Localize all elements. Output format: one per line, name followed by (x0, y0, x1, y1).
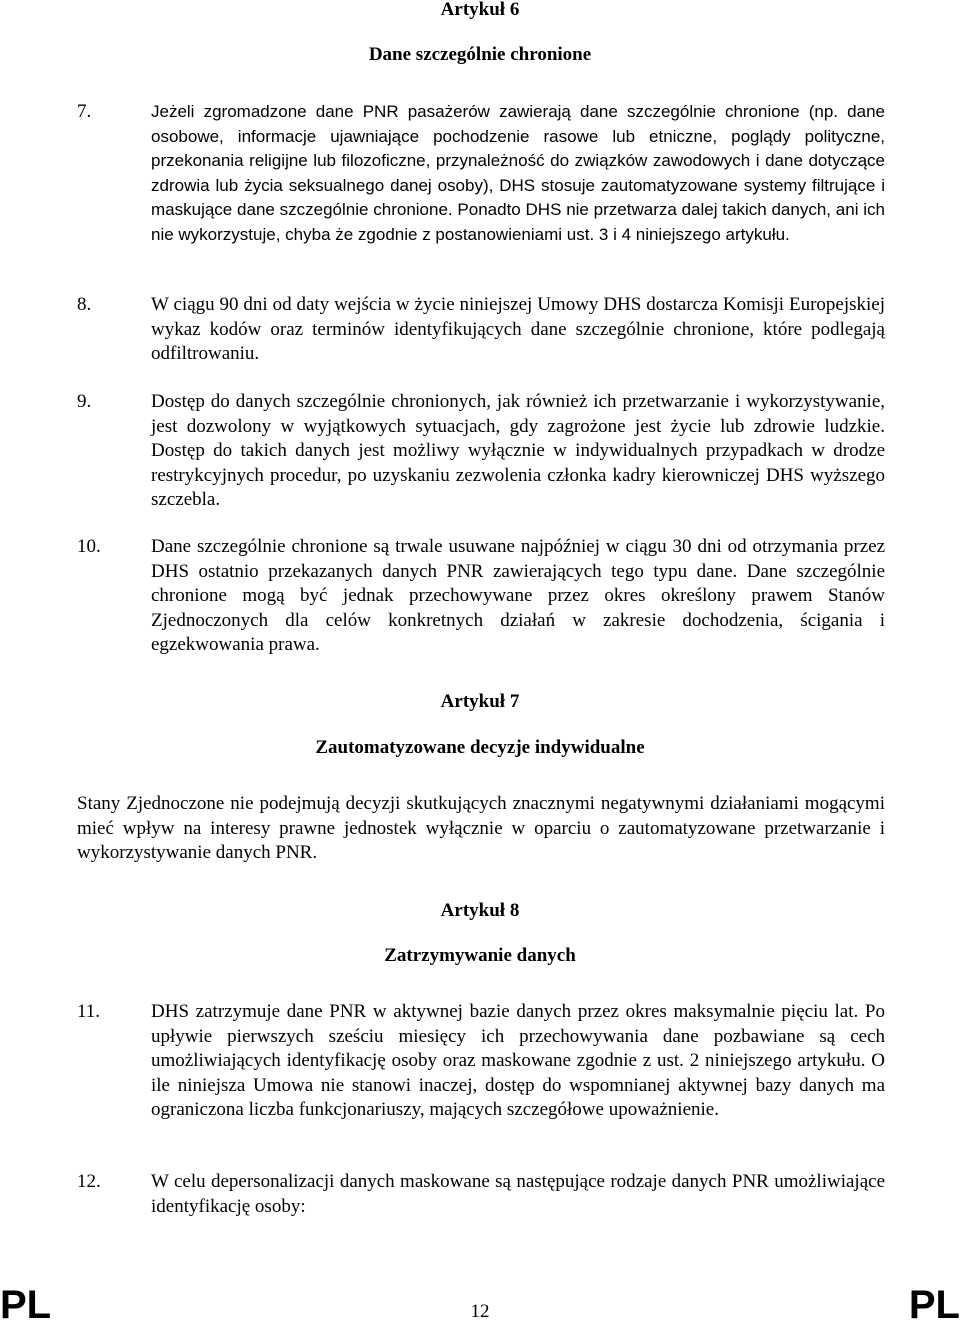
article-6-title: Artykuł 6 (440, 0, 520, 20)
footer-language-label-right: PL (908, 1283, 960, 1327)
article-8-title: Artykuł 8 (440, 900, 520, 921)
footer-language-label-left: PL (0, 1283, 52, 1327)
paragraph-number: 9. (77, 391, 92, 412)
paragraph-text: Dostęp do danych szczególnie chronionych, jak również ich przetwarzanie i wykorzystywanie, jest dozwolony w wyjątkowych sytuacjach, gdy zagrożone jest życie lub zdrowie ludzkie. Dostęp do takich danych jest możliwy wyłącznie w indywidualnych przypadkach w drodze restrykcyjnych procedur, po uzyskaniu zezwolenia członka kadry kierowniczej DHS wyższego szczebla. (151, 391, 885, 510)
paragraph-number: 11. (77, 1001, 101, 1022)
paragraph-number: 12. (77, 1171, 101, 1192)
paragraph-text: DHS zatrzymuje dane PNR w aktywnej bazie danych przez okres maksymalnie pięciu lat. Po upływie pierwszych sześciu miesięcy ich przechowywania dane pozbawiane są cech umożliwiających identyfikację osoby oraz maskowane zgodnie z ust. 2 niniejszego artykułu. O ile niniejsza Umowa nie stanowi inaczej, dostęp do wspomnianej aktywnej bazy danych ma ograniczona liczba funkcjonariuszy, mających szczegółowe upoważnienie. (151, 1001, 885, 1120)
paragraph-number: 7. (77, 101, 92, 122)
paragraph-number: 8. (77, 294, 92, 315)
paragraph-text: Dane szczególnie chronione są trwale usuwane najpóźniej w ciągu 30 dni od otrzymania przez DHS ostatnio przekazanych danych PNR zawierających tego typu dane. Dane szczególnie chronione mogą być jednak przechowywane przez okres określony prawem Stanów Zjednoczonych dla celów konkretnych działań w zakresie dochodzenia, ścigania i egzekwowania prawa. (151, 536, 885, 655)
paragraph-text: Jeżeli zgromadzone dane PNR pasażerów zawierają dane szczególnie chronione (np. dane osobowe, informacje ujawniające pochodzenie rasowe lub etniczne, poglądy polityczne, przekonania religijne lub filozoficzne, przynależność do związków zawodowych i dane dotyczące zdrowia lub życia seksualnego danej osoby), DHS stosuje zautomatyzowane systemy filtrujące i maskujące dane szczególnie chronione. Ponadto DHS nie przetwarza dalej takich danych, ani ich nie wykorzystuje, chyba że zgodnie z postanowieniami ust. 3 i 4 niniejszego artykułu. (151, 102, 885, 244)
article-7-subtitle: Zautomatyzowane decyzje indywidualne (315, 737, 645, 758)
article-7-text: Stany Zjednoczone nie podejmują decyzji skutkujących znacznymi negatywnymi działaniami mogącymi mieć wpływ na interesy prawne jednostek wyłącznie w oparciu o zautomatyzowane przetwarzanie i wykorzystywanie danych PNR. (77, 793, 885, 863)
paragraph-text: W ciągu 90 dni od daty wejścia w życie niniejszej Umowy DHS dostarcza Komisji Europejskiej wykaz kodów oraz terminów identyfikujących dane szczególnie chronione, które podlegają odfiltrowaniu. (151, 294, 885, 364)
paragraph-text: W celu depersonalizacji danych maskowane są następujące rodzaje danych PNR umożliwiające identyfikację osoby: (151, 1171, 885, 1217)
page-number: 12 (470, 1301, 490, 1322)
article-8-subtitle: Zatrzymywanie danych (384, 945, 576, 966)
article-6-subtitle: Dane szczególnie chronione (368, 44, 592, 65)
article-7-title: Artykuł 7 (440, 691, 520, 712)
paragraph-number: 10. (77, 536, 101, 557)
